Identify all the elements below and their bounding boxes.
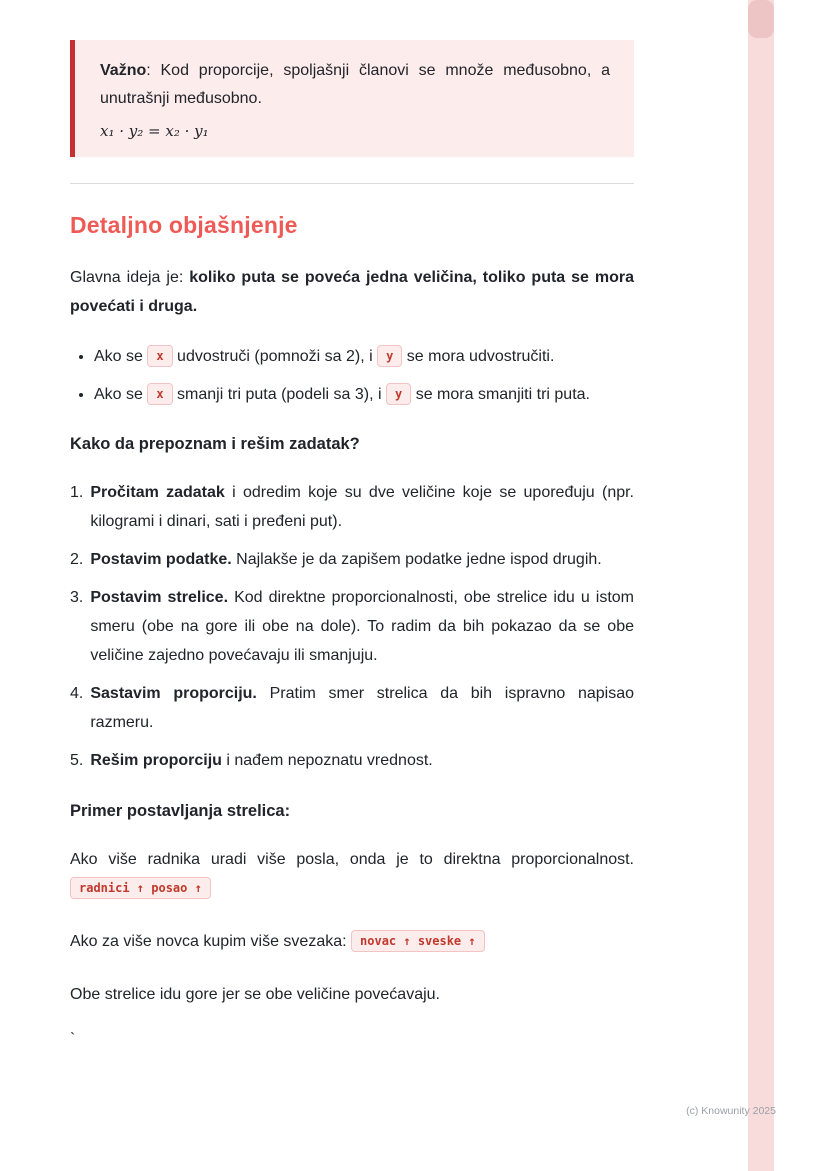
- step-text: [90, 545, 601, 574]
- step-item-2: [70, 545, 634, 574]
- step-rest: i odredim koje su dve veličine koje se upoređuju (npr. kilogrami i dinari, sati i pređeni put).: [90, 484, 635, 530]
- intro-regular: Glavna ideja je:: [70, 269, 190, 286]
- step-rest: i nađem nepoznatu vrednost.: [221, 752, 433, 769]
- step-lead: Rešim proporciju: [90, 752, 222, 769]
- proportion-formula: x₁ · y₂ = x₂ · y₁: [100, 122, 209, 140]
- callout-body: : Kod proporcije, spoljašnji članovi se množe međusobno, a unutrašnji međusobno.: [100, 62, 610, 107]
- bullet-text: smanji tri puta (podeli sa 3), i: [172, 386, 387, 403]
- code-badge-radnici-posao: radnici ↑ posao ↑: [70, 877, 211, 899]
- bullet-text: se mora smanjiti tri puta.: [411, 386, 590, 403]
- step-text: [90, 679, 634, 737]
- code-badge-y: y: [386, 383, 411, 405]
- step-item-5: [70, 746, 634, 775]
- subheading-how-to: Kako da prepoznam i rešim zadatak?: [70, 435, 360, 453]
- closing-paragraph: Obe strelice idu gore jer se obe veličine povećavaju.: [70, 986, 440, 1003]
- scrollbar-thumb[interactable]: [748, 0, 774, 38]
- step-number: 1.: [70, 484, 84, 501]
- example-paragraph-1: [70, 845, 634, 903]
- step-lead: Pročitam zadatak: [90, 484, 225, 501]
- step-lead: Postavim strelice.: [90, 589, 229, 606]
- step-rest: Najlakše je da zapišem podatke jedne ispod drugih.: [231, 551, 602, 568]
- intro-paragraph: [70, 263, 634, 321]
- step-number: 2.: [70, 551, 84, 568]
- intro-bold: koliko puta se poveća jedna veličina, toliko puta se mora povećati i druga.: [70, 269, 635, 315]
- bullet-text: se mora udvostručiti.: [402, 348, 555, 365]
- scrollbar-track[interactable]: [748, 0, 774, 1171]
- code-badge-y: y: [377, 345, 402, 367]
- bullet-item-1: [94, 344, 634, 370]
- bullet-item-2: [94, 382, 634, 408]
- step-item-4: [70, 679, 634, 737]
- section-title: Detaljno objašnjenje: [70, 212, 298, 238]
- bullet-text: Ako se: [94, 386, 148, 403]
- example-text: Ako više radnika uradi više posla, onda je to direktna proporcionalnost.: [70, 851, 634, 868]
- callout-text: [100, 57, 610, 113]
- code-badge-x: x: [147, 345, 172, 367]
- subheading-example: Primer postavljanja strelica:: [70, 802, 291, 820]
- step-lead: Postavim podatke.: [90, 551, 232, 568]
- step-text: [90, 746, 432, 775]
- bullet-list: [70, 344, 634, 408]
- step-number: 5.: [70, 752, 84, 769]
- bullet-text: Ako se: [94, 348, 148, 365]
- step-text: [90, 478, 634, 536]
- section-divider: [70, 183, 634, 184]
- step-number: 3.: [70, 589, 84, 606]
- numbered-steps: [70, 478, 634, 775]
- step-item-1: [70, 478, 634, 536]
- stray-backtick: `: [70, 1031, 76, 1048]
- step-rest: Kod direktne proporcionalnosti, obe strelice idu u istom smeru (obe na gore ili obe na dole). To radim da bih pokazao da se obe veličine zajedno povećavaju ili smanjuju.: [90, 589, 634, 664]
- document-page: [70, 40, 634, 1049]
- step-rest: Pratim smer strelica da bih ispravno napisao razmeru.: [90, 685, 635, 731]
- code-badge-novac-sveske: novac ↑ sveske ↑: [351, 930, 485, 952]
- example-text: Ako za više novca kupim više svezaka:: [70, 933, 352, 950]
- step-text: [90, 583, 634, 670]
- copyright-footer: (c) Knowunity 2025: [686, 1105, 776, 1117]
- code-badge-x: x: [147, 383, 172, 405]
- step-number: 4.: [70, 685, 84, 702]
- step-item-3: [70, 583, 634, 670]
- callout-label: Važno: [100, 62, 147, 79]
- bullet-text: udvostruči (pomnoži sa 2), i: [172, 348, 378, 365]
- step-lead: Sastavim proporciju.: [90, 685, 257, 702]
- important-callout: [70, 40, 634, 157]
- example-paragraph-2: [70, 927, 634, 956]
